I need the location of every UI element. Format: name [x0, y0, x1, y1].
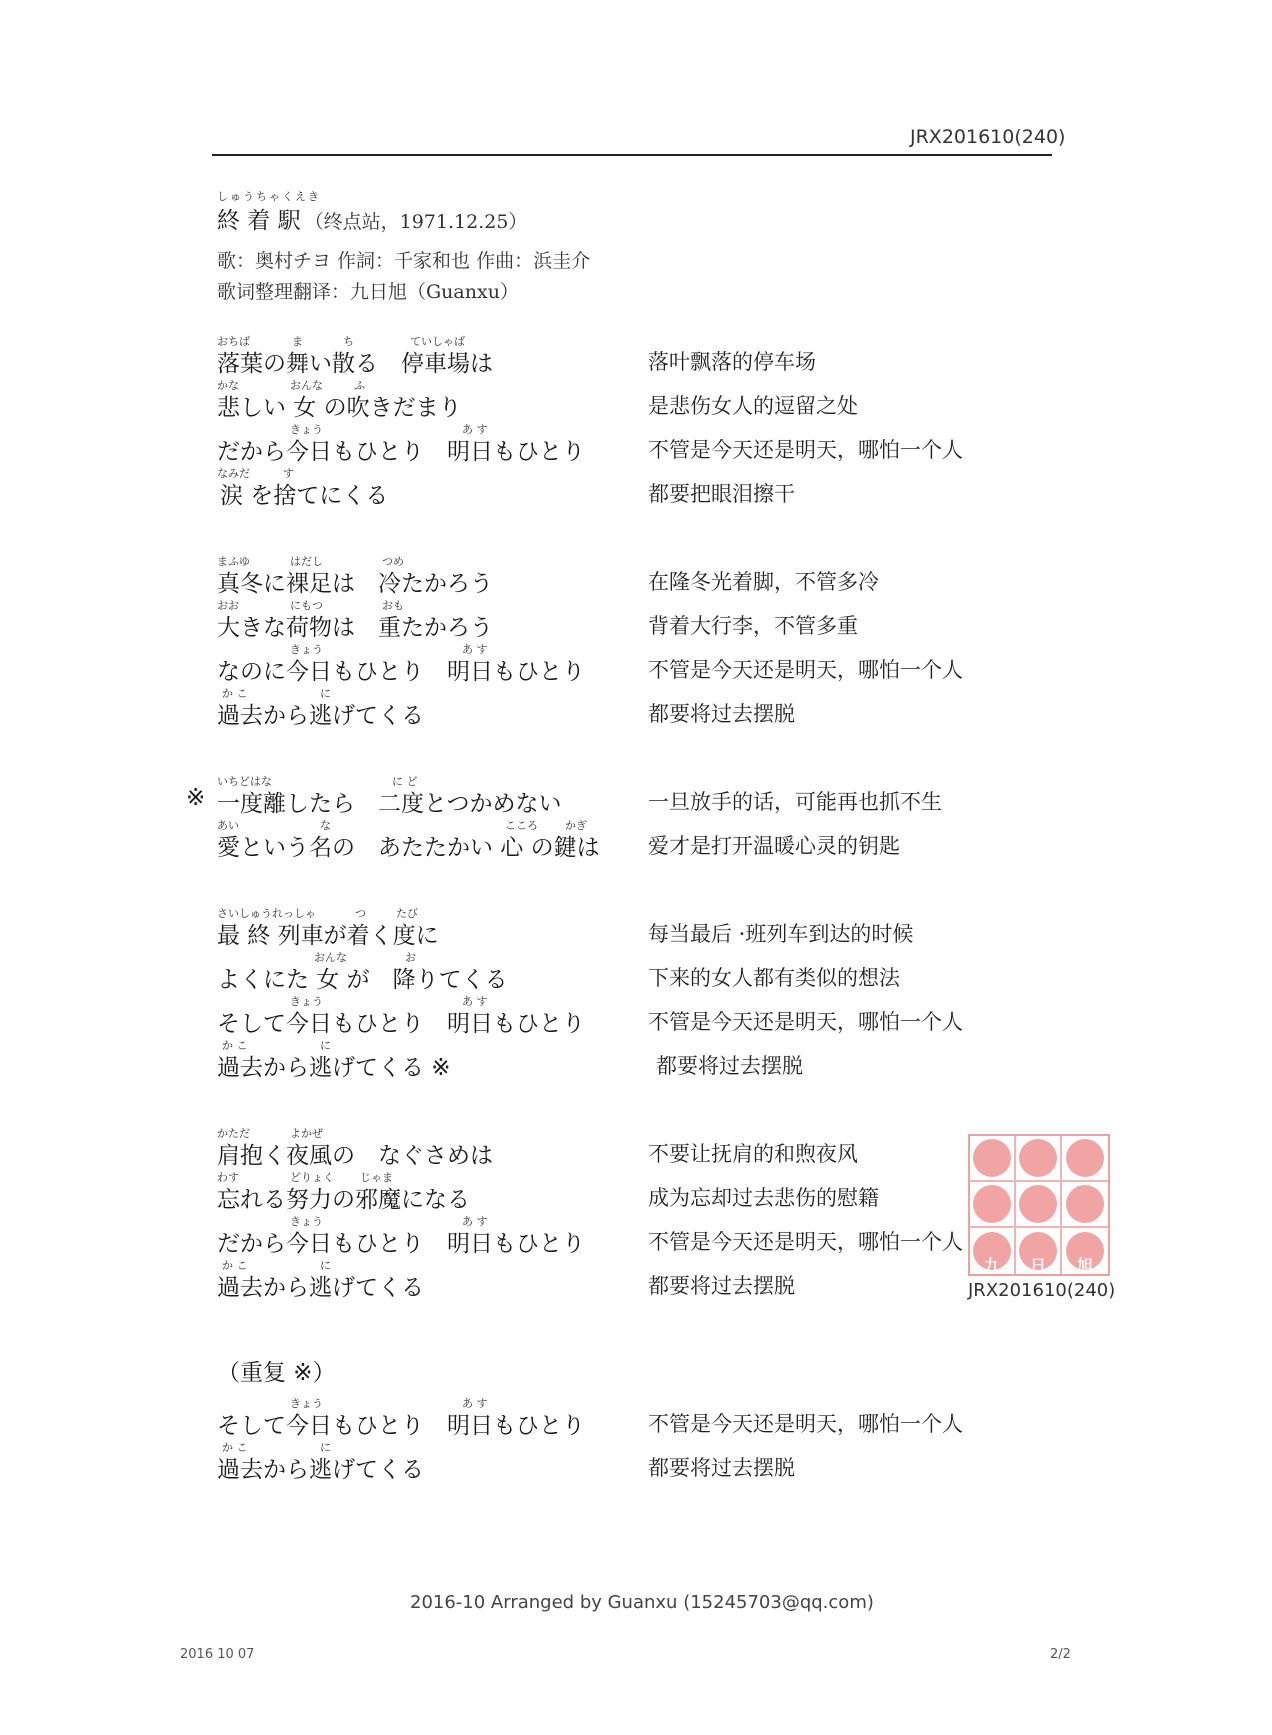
lyric-cn: 每当最后 ·班列车到达的时候: [648, 922, 914, 946]
ruby: か こ: [222, 1039, 248, 1052]
ruby: か こ: [222, 687, 248, 700]
ruby: おちば: [217, 335, 250, 348]
lyric-jp: だから今日もひとり 明日もひとり: [217, 1231, 585, 1257]
lyric-cn: 背着大行李，不管多重: [648, 614, 858, 638]
lyric-cn: 是悲伤女人的逗留之处: [648, 394, 858, 418]
ruby: かな: [217, 379, 239, 392]
lyric-jp: 最 終 列車が着く度に: [217, 923, 439, 949]
stamp-dot: [973, 1185, 1011, 1223]
stamp-dot: [1019, 1139, 1057, 1177]
ruby: お: [405, 951, 416, 964]
ruby: きょう: [290, 643, 323, 656]
stamp-cell: [1062, 1228, 1108, 1274]
lyric-jp: 悲しい 女 の吹きだまり: [217, 395, 462, 421]
stamp-cell: [1016, 1136, 1062, 1182]
ruby: あ す: [462, 995, 488, 1008]
ruby: おも: [382, 599, 404, 612]
lyric-jp: 落葉の舞い散る 停車場は: [217, 351, 493, 377]
repeat-label: （重复 ※）: [217, 1360, 336, 1386]
stamp-cell: [970, 1228, 1016, 1274]
song-credits: 歌：奥村チヨ 作詞：千家和也 作曲：浜圭介: [217, 250, 591, 272]
chorus-mark: ※: [186, 785, 206, 811]
song-title: [217, 202, 527, 235]
ruby: おんな: [290, 379, 323, 392]
lyric-cn: 都要把眼泪擦干: [648, 482, 795, 506]
lyric-cn: 一旦放手的话，可能再也抓不生: [648, 790, 942, 814]
stamp-cell: [1016, 1182, 1062, 1228]
stamp-dot: [973, 1139, 1011, 1177]
lyric-cn: 不管是今天还是明天，哪怕一个人: [648, 658, 963, 682]
ruby: に: [320, 1441, 331, 1454]
ruby: あい: [217, 819, 239, 832]
ruby: きょう: [290, 995, 323, 1008]
lyric-jp: 忘れる努力の邪魔になる: [217, 1187, 470, 1213]
lyric-jp: 過去から逃げてくる: [217, 1275, 424, 1301]
ruby: きょう: [290, 423, 323, 436]
ruby: かぎ: [565, 819, 587, 832]
song-subtitle: （终点站，1971.12.25）: [304, 211, 528, 233]
ruby: か こ: [222, 1441, 248, 1454]
header-rule: [212, 154, 1052, 156]
ruby: はだし: [290, 555, 323, 568]
ruby: さいしゅうれっしゃ: [217, 907, 316, 920]
lyric-cn: 都要将过去摆脱: [648, 1456, 795, 1480]
ruby: に ど: [392, 775, 418, 788]
stamp-dot: [1066, 1185, 1104, 1223]
ruby: に: [320, 687, 331, 700]
lyric-jp: だから今日もひとり 明日もひとり: [217, 439, 585, 465]
stamp-cell: [1062, 1136, 1108, 1182]
stamp-cell: [970, 1182, 1016, 1228]
stamp-char: 旭: [1076, 1256, 1093, 1275]
seal-stamp: [968, 1134, 1110, 1276]
lyric-cn: 不管是今天还是明天，哪怕一个人: [648, 438, 963, 462]
ruby: おんな: [314, 951, 347, 964]
lyric-jp: よくにた 女 が 降りてくる: [217, 967, 508, 993]
ruby: あ す: [462, 1215, 488, 1228]
stamp-code: JRX201610(240): [968, 1280, 1116, 1301]
ruby: よかぜ: [290, 1127, 323, 1140]
stamp-dot: [1019, 1185, 1057, 1223]
translator-credit: 歌词整理翻译：九日旭（Guanxu）: [217, 281, 519, 303]
lyric-cn: 落叶飘落的停车场: [648, 350, 816, 374]
ruby: ち: [343, 335, 354, 348]
page-number: 2/2: [1050, 1647, 1071, 1662]
ruby: に: [320, 1259, 331, 1272]
ruby: いちどはな: [217, 775, 272, 788]
lyric-jp: なのに今日もひとり 明日もひとり: [217, 659, 585, 685]
ruby: ていしゃば: [410, 335, 465, 348]
lyric-jp: 涙 を捨てにくる: [220, 483, 389, 509]
lyric-cn: 成为忘却过去悲伤的慰籍: [648, 1186, 879, 1210]
lyric-jp: 真冬に裸足は 冷たかろう: [217, 571, 493, 597]
lyric-cn: 都要将过去摆脱: [656, 1054, 803, 1078]
lyric-jp: 過去から逃げてくる ※: [217, 1055, 451, 1081]
stamp-char: 日: [1029, 1256, 1046, 1275]
ruby: まふゆ: [217, 555, 250, 568]
stamp-char: 九: [983, 1256, 1000, 1275]
song-title-text: 終 着 駅: [217, 208, 301, 234]
lyric-cn: 在隆冬光着脚，不管多冷: [648, 570, 879, 594]
lyric-jp: 大きな荷物は 重たかろう: [217, 615, 493, 641]
ruby: か こ: [222, 1259, 248, 1272]
lyric-cn: 爱才是打开温暖心灵的钥匙: [648, 834, 900, 858]
stamp-cell: [1062, 1182, 1108, 1228]
footer-credit: 2016-10 Arranged by Guanxu (15245703@qq.com): [410, 1592, 874, 1613]
lyric-jp: 愛という名の あたたかい 心 の鍵は: [217, 835, 600, 861]
ruby: ま: [292, 335, 303, 348]
lyric-cn: 都要将过去摆脱: [648, 1274, 795, 1298]
lyric-jp: 過去から逃げてくる: [217, 1457, 424, 1483]
ruby: な: [320, 819, 331, 832]
lyric-cn: 不管是今天还是明天，哪怕一个人: [648, 1412, 963, 1436]
ruby: おお: [217, 599, 239, 612]
ruby: にもつ: [290, 599, 323, 612]
ruby: つ: [355, 907, 366, 920]
ruby: かただ: [217, 1127, 250, 1140]
lyric-cn: 不要让抚肩的和煦夜风: [648, 1142, 858, 1166]
ruby: たび: [396, 907, 418, 920]
ruby: わす: [217, 1171, 239, 1184]
lyric-cn: 不管是今天还是明天，哪怕一个人: [648, 1010, 963, 1034]
ruby: なみだ: [217, 467, 250, 480]
stamp-cell: [970, 1136, 1016, 1182]
lyric-jp: 過去から逃げてくる: [217, 703, 424, 729]
document-code: JRX201610(240): [910, 126, 1066, 148]
lyric-cn: 不管是今天还是明天，哪怕一个人: [648, 1230, 963, 1254]
ruby: きょう: [290, 1215, 323, 1228]
ruby: じゃま: [360, 1171, 393, 1184]
stamp-dot: [1066, 1139, 1104, 1177]
ruby: あ す: [462, 643, 488, 656]
ruby: こころ: [505, 819, 538, 832]
lyric-cn: 都要将过去摆脱: [648, 702, 795, 726]
ruby: どりょく: [290, 1171, 334, 1184]
ruby: に: [320, 1039, 331, 1052]
ruby: す: [283, 467, 294, 480]
ruby: ふ: [354, 379, 365, 392]
lyric-jp: そして今日もひとり 明日もひとり: [217, 1413, 585, 1439]
lyric-cn: 下来的女人都有类似的想法: [648, 966, 900, 990]
lyric-jp: 肩抱く夜風の なぐさめは: [217, 1143, 493, 1169]
ruby: あ す: [462, 423, 488, 436]
lyric-jp: 一度離したら 二度とつかめない: [217, 791, 562, 817]
lyric-jp: そして今日もひとり 明日もひとり: [217, 1011, 585, 1037]
print-date: 2016 10 07: [180, 1647, 255, 1662]
ruby: きょう: [290, 1397, 323, 1410]
title-ruby: しゅうちゃくえき: [217, 190, 321, 203]
ruby: あ す: [462, 1397, 488, 1410]
stamp-cell: [1016, 1228, 1062, 1274]
ruby: つめ: [382, 555, 404, 568]
